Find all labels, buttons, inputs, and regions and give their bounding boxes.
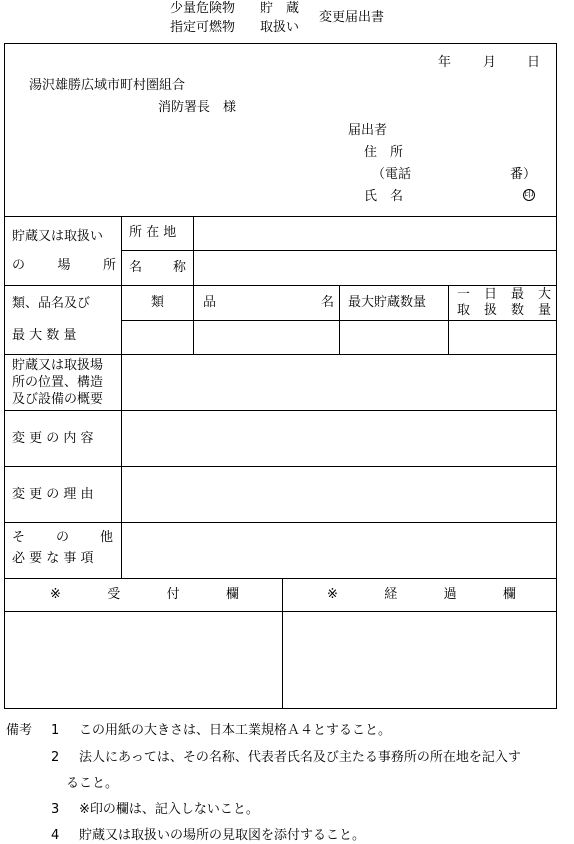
overview-label-line1: 貯蔵又は取扱場 [12,358,104,373]
overview-label-line3: 及び設備の概要 [12,392,104,407]
note-text: 法人にあっては、その名称、代表者氏名及び主たる事務所の所在地を記入す [79,750,521,765]
place-char: 場 [57,258,71,273]
progress-char: 経 [384,587,398,602]
place-label-line1: 貯蔵又は取扱い [12,229,104,244]
notes-heading: 備考 [6,723,33,738]
row-line-reception-body [5,611,556,612]
daily-char: 大 [537,287,551,302]
reception-column-header [50,588,239,601]
daily-char: 量 [537,303,551,318]
change-reason-label: 変 更 の 理 由 [12,487,94,502]
daily-char: 一 [457,287,471,302]
date-year: 年 [438,55,452,70]
address-label: 住 所 [364,145,404,160]
title-hazmat: 少量危険物 [170,1,236,16]
daily-char: 数 [510,303,524,318]
col-line-item [339,285,340,354]
row-line-location [121,250,556,251]
col-line-reception [282,578,283,708]
daily-char: 日 [483,287,497,302]
daily-char: 扱 [483,303,497,318]
reception-char: ※ [50,587,61,602]
progress-char: ※ [327,587,338,602]
title-combustible: 指定可燃物 [170,20,236,35]
form-table [4,43,557,709]
col-line-label [121,216,122,578]
col-header-max-storage: 最大貯蔵数量 [348,295,427,310]
note-number: 4 [51,828,60,843]
progress-column-header [327,588,516,601]
other-char: そ [12,530,26,545]
name-char: 名 [129,260,143,275]
reception-char: 欄 [225,587,239,602]
place-char: 所 [102,258,116,273]
seal-mark: 印 [524,189,534,200]
col-line-max [448,285,449,354]
change-content-label: 変 更 の 内 容 [12,431,94,446]
name-label: 氏 名 [364,189,404,204]
row-line-type [5,285,556,286]
progress-char: 欄 [502,587,516,602]
reception-char: 付 [166,587,180,602]
location-label: 所 在 地 [129,225,177,240]
row-line-reception [5,578,556,579]
other-char: 他 [99,530,113,545]
note-number: 2 [51,750,60,765]
date-month: 月 [483,55,497,70]
title-storage: 貯 蔵 [260,1,300,16]
other-label-line1 [12,531,113,544]
progress-char: 過 [443,587,457,602]
row-line-other [5,522,556,523]
note-text: ※印の欄は、記入しないこと。 [79,802,259,817]
row-line-overview [5,354,556,355]
title-handling: 取扱い [260,20,300,35]
date-day: 日 [527,55,541,70]
note-text: この用紙の大きさは、日本工業規格Ａ４とすること。 [79,723,392,738]
daily-char: 最 [510,287,524,302]
applicant-label: 届出者 [348,123,388,138]
title-change-report: 変更届出書 [319,10,385,25]
addressee-org: 湯沢雄勝広域市町村圏組合 [29,78,186,93]
type-label-line1: 類、品名及び [12,296,91,311]
col-header-daily-line1 [457,288,551,301]
col-line-sub [193,216,194,354]
other-char: の [55,530,69,545]
col-header-item-a: 品 [203,295,217,310]
phone-close: 番） [510,167,537,182]
phone-open: （電話 [372,167,412,182]
row-line-reason [5,466,556,467]
note-number: 3 [51,802,60,817]
note-text: 貯蔵又は取扱いの場所の見取図を添付すること。 [79,828,366,843]
col-header-daily-line2 [457,304,551,317]
name-char: 称 [172,260,186,275]
place-char: の [12,258,26,273]
col-header-item-b: 名 [321,295,335,310]
overview-label-line2: 所の位置、構造 [12,375,104,390]
note-text-continued: ること。 [66,776,119,791]
col-header-class: 類 [151,295,165,310]
daily-char: 取 [457,303,471,318]
type-label-line2: 最 大 数 量 [12,328,77,343]
other-label-line2: 必 要 な 事 項 [12,551,94,566]
row-line-place [5,216,556,217]
addressee-title: 消防署長 様 [158,100,237,115]
place-label-line2 [12,259,116,272]
reception-char: 受 [107,587,121,602]
row-line-content [5,410,556,411]
note-number: 1 [51,723,60,738]
name-field-label [129,261,186,274]
